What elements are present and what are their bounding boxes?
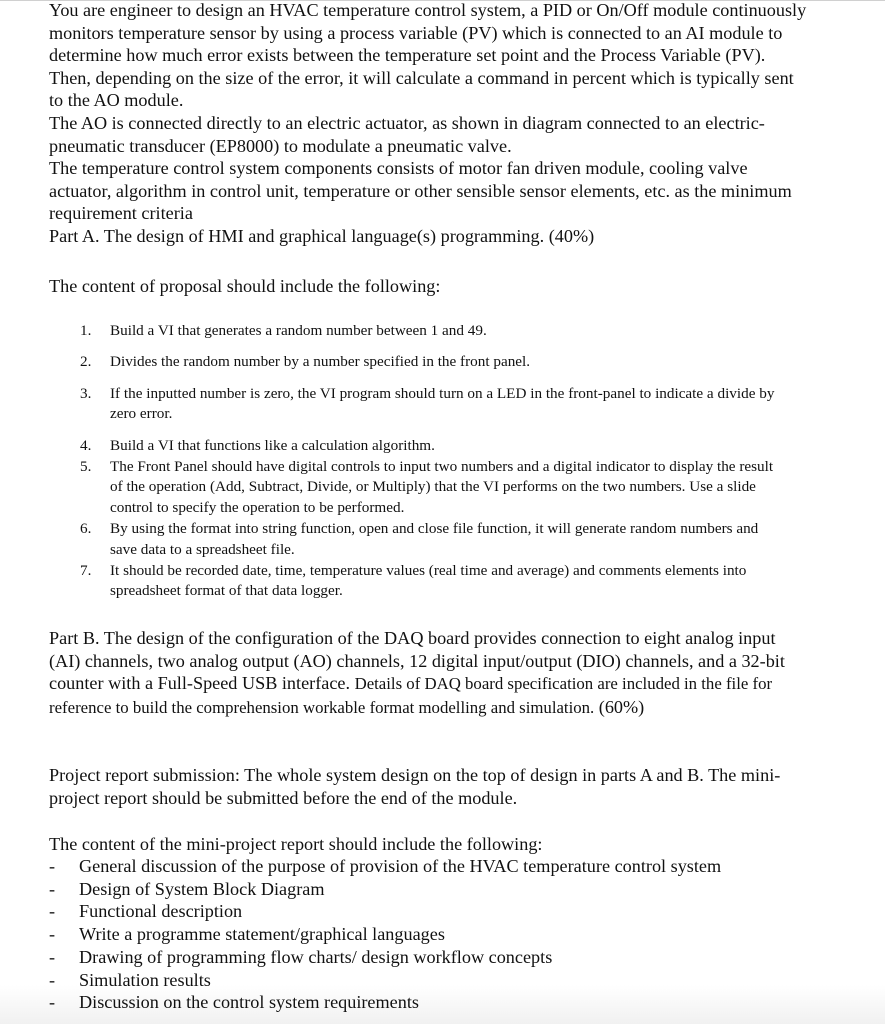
list-item-text: Simulation results — [79, 969, 211, 990]
list-item — [80, 561, 780, 602]
list-item-text: General discussion of the purpose of provision of the HVAC temperature control system — [79, 856, 722, 876]
proposal-heading: The content of proposal should include the following: — [49, 276, 441, 296]
list-item — [49, 923, 829, 946]
list-item — [49, 969, 829, 992]
list-item — [49, 900, 829, 923]
report-heading: The content of the mini-project report should include the following: — [49, 834, 543, 854]
dash-bullet: - — [49, 878, 56, 899]
dash-bullet: - — [49, 924, 56, 945]
list-item-number: 3. — [80, 384, 92, 402]
part-b-details-text: Details of DAQ board specification are included in the file for reference to build the comprehension workable format modelling and simulation. — [49, 674, 773, 717]
intro-paragraph-3: The temperature control system components consists of motor fan driven module, cooling valve actuator, algorithm in control unit, temperature or other sensible sensor elements, etc. as the minimum requirement criteria — [49, 158, 792, 224]
dash-bullet: - — [49, 992, 56, 1013]
part-a-heading: Part A. The design of HMI and graphical language(s) programming. (40%) — [49, 225, 595, 246]
list-item — [80, 457, 780, 518]
list-item — [49, 878, 829, 901]
list-item-text: Design of System Block Diagram — [79, 878, 325, 899]
list-item-text: Discussion on the control system requirements — [79, 992, 419, 1013]
list-item-text: Drawing of programming flow charts/ design workflow concepts — [79, 946, 553, 967]
list-item-text: Divides the random number by a number specified in the front panel. — [110, 353, 531, 371]
submission-paragraph: Project report submission: The whole system design on the top of design in parts A and B. The mini-project report should be submitted before the end of the module. — [49, 765, 781, 808]
list-item — [80, 352, 780, 372]
part-b-main-text: Part B. The design of the configuration of the DAQ board provides connection to eight analog input (AI) channels, two analog output (AO) channels, 12 digital input/output (DIO) channels, and a 32-bit counter with a Full-Speed USB interface. — [49, 628, 785, 694]
list-item-text: Build a VI that generates a random number between 1 and 49. — [110, 322, 487, 339]
report-list — [49, 855, 829, 1014]
list-item-number: 1. — [80, 322, 92, 339]
list-item-text: By using the format into string function, open and close file function, it will generate random numbers and save data to a spreadsheet file. — [110, 520, 759, 558]
list-item — [80, 384, 780, 425]
intro-paragraph-2: The AO is connected directly to an electric actuator, as shown in diagram connected to an electric-pneumatic transducer (EP8000) to modulate a pneumatic valve. — [49, 112, 765, 156]
list-item — [80, 436, 780, 456]
list-item-text: The Front Panel should have digital controls to input two numbers and a digital indicator to display the result of the operation (Add, Subtract, Divide, or Multiply) that the VI performs on the two numbers. Use a slide control to specify the operation to be performed. — [110, 458, 774, 516]
intro-paragraph-1: You are engineer to design an HVAC temperature control system, a PID or On/Off module continuously monitors temperature sensor by using a process variable (PV) which is connected to an AI module to determine how much error exists between the temperature set point and the Process Variable (PV). Then, depending on the size of the error, it will calculate a command in percent which is typically sent to the AO module. — [49, 0, 807, 111]
list-item — [49, 946, 829, 969]
list-item — [80, 321, 780, 341]
part-b-weight: (60%) — [598, 696, 645, 717]
intro-section — [49, 0, 809, 248]
list-item-text: Write a programme statement/graphical languages — [79, 924, 445, 945]
list-item-text: Build a VI that functions like a calculation algorithm. — [110, 436, 435, 454]
dash-bullet: - — [49, 856, 56, 876]
list-item-text: Functional description — [79, 901, 243, 922]
list-item-number: 6. — [80, 520, 92, 538]
list-item — [80, 519, 780, 560]
proposal-list — [80, 321, 780, 602]
list-item-number: 7. — [80, 562, 92, 580]
list-item-number: 2. — [80, 353, 92, 371]
list-item-text: If the inputted number is zero, the VI program should turn on a LED in the front-panel to indicate a divide by zero error. — [110, 384, 775, 423]
list-item — [49, 855, 829, 878]
dash-bullet: - — [49, 969, 56, 990]
list-item — [49, 991, 829, 1014]
dash-bullet: - — [49, 946, 56, 967]
part-b-paragraph — [49, 627, 809, 719]
list-item-number: 4. — [80, 436, 92, 454]
dash-bullet: - — [49, 901, 56, 922]
list-item-number: 5. — [80, 458, 92, 476]
list-item-text: It should be recorded date, time, temperature values (real time and average) and comments elements into spreadsheet format of that data logger. — [110, 562, 747, 600]
